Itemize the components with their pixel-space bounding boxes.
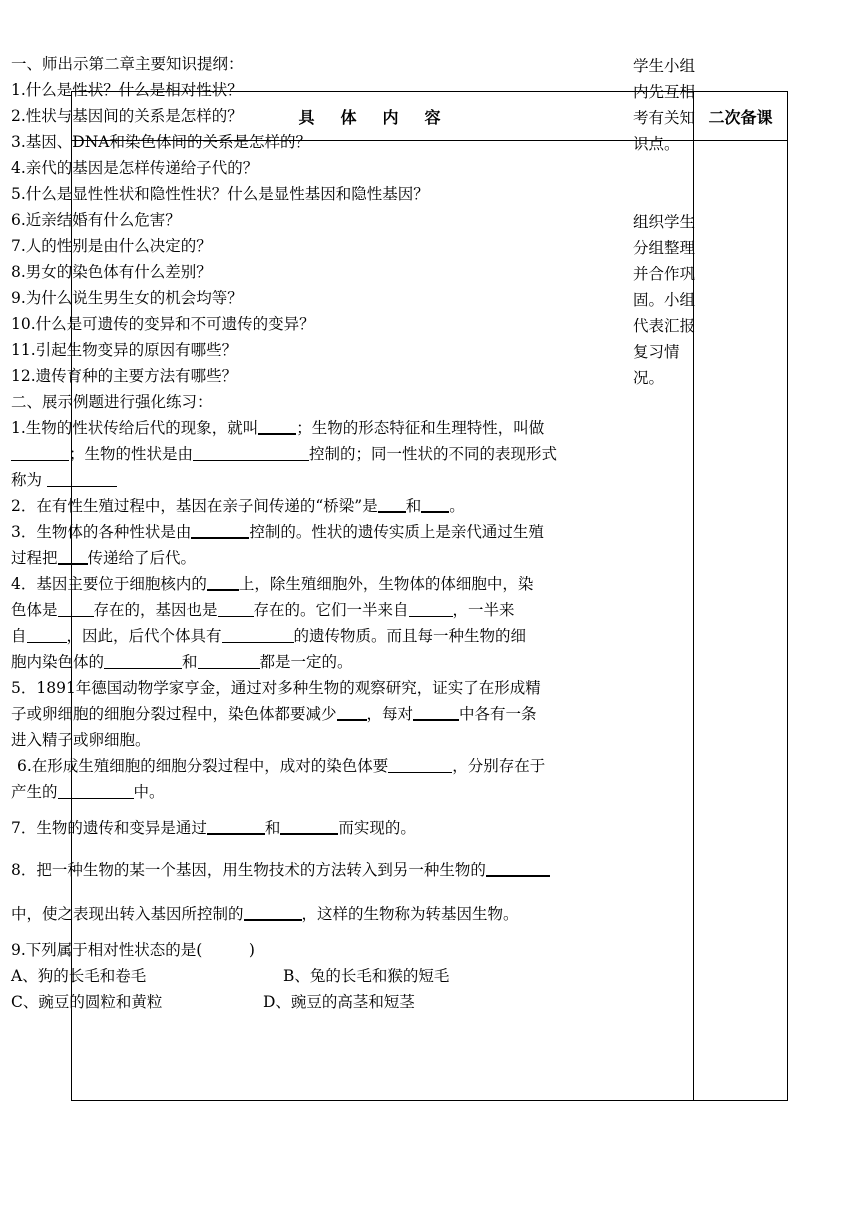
- answer-blank[interactable]: [47, 470, 117, 487]
- practice-intro: 二、展示例题进行强化练习：: [11, 393, 213, 411]
- exercise-text: 和: [182, 653, 198, 671]
- exercise-text: ，因此，后代个体具有: [66, 627, 222, 645]
- note-spacer: [633, 157, 711, 209]
- answer-blank[interactable]: [486, 859, 550, 877]
- exercise-text: 2．在有性生殖过程中，基因在亲子间传递的“桥梁”是: [11, 497, 378, 515]
- content-cell: [11, 51, 614, 1015]
- answer-blank[interactable]: [207, 817, 265, 835]
- outline-q5: 5.什么是显性性状和隐性性状？什么是显性基因和隐性基因？: [11, 185, 429, 203]
- exercise-text: 3．生物体的各种性状是由: [11, 523, 192, 541]
- answer-blank[interactable]: [337, 703, 367, 721]
- note-line: 组织学生: [633, 213, 696, 231]
- notes-cell: [633, 53, 711, 391]
- exercise-text: 和: [405, 497, 422, 515]
- exercise-text: ；生物的性状是由: [69, 445, 194, 463]
- exercise-text: 控制的；同一性状的不同的表现形式: [309, 445, 558, 463]
- answer-blank[interactable]: [58, 782, 134, 799]
- note-line: 识点。: [633, 135, 680, 153]
- answer-blank[interactable]: [378, 495, 406, 513]
- note-line: 学生小组: [633, 57, 696, 75]
- exercise-text: 。: [449, 497, 465, 515]
- note-line: 并合作巩: [633, 265, 696, 283]
- outline-q9: 9.为什么说生男生女的机会均等？: [11, 289, 243, 307]
- exercise-5-line-1: 5．1891年德国动物学家亨金，通过对多种生物的观察研究，证实了在形成精: [11, 679, 541, 697]
- exercise-text: 的遗传物质。而且每一种生物的细: [293, 627, 527, 645]
- exercise-7: [11, 815, 614, 841]
- answer-blank[interactable]: [413, 703, 459, 721]
- exercise-text: 上，除生殖细胞外，生物体的体细胞中，染: [238, 575, 534, 593]
- exercise-text: 色体是: [11, 601, 58, 619]
- answer-blank[interactable]: [207, 573, 239, 591]
- answer-blank[interactable]: [104, 652, 182, 669]
- note-line: 代表汇报: [633, 317, 696, 335]
- exercise-text: 自: [11, 627, 27, 645]
- exercise-9-stem: 9.下列属于相对性状态的是( ): [11, 941, 255, 959]
- exercise-text: 而实现的。: [338, 819, 416, 837]
- exercise-text: 4．基因主要位于细胞核内的: [11, 575, 207, 593]
- exercise-1-line-2: [11, 441, 614, 467]
- option-b[interactable]: B、兔的长毛和猴的短毛: [283, 967, 450, 985]
- outline-q6: 6.近亲结婚有什么危害？: [11, 211, 181, 229]
- exercise-text: 1.生物的性状传给后代的现象，就叫: [11, 419, 259, 437]
- answer-blank[interactable]: [198, 652, 260, 669]
- outline-q4: 4.亲代的基因是怎样传递给子代的？: [11, 159, 259, 177]
- exercise-text: 存在的。它们一半来自: [253, 601, 409, 619]
- option-d[interactable]: D、豌豆的高茎和短茎: [263, 993, 415, 1011]
- exercise-text: ，一半来: [452, 601, 515, 619]
- note-line: 分组整理: [633, 239, 696, 257]
- exercise-6-line-1: [11, 753, 614, 779]
- answer-blank[interactable]: [58, 600, 94, 617]
- answer-blank[interactable]: [58, 547, 88, 565]
- answer-blank[interactable]: [258, 417, 296, 435]
- note-line: 考有关知: [633, 109, 696, 127]
- exercise-text: 控制的。性状的遗传实质上是亲代通过生殖: [249, 523, 544, 541]
- exercise-2: [11, 493, 614, 519]
- answer-blank[interactable]: [193, 444, 309, 461]
- answer-blank[interactable]: [244, 903, 302, 921]
- exercise-text: 和: [264, 819, 281, 837]
- outline-q7: 7.人的性别是由什么决定的？: [11, 237, 212, 255]
- note-line: 况。: [633, 369, 665, 387]
- exercise-4-line-2: [11, 597, 614, 623]
- exercise-6-line-2: [11, 779, 614, 805]
- note-line: 复习情: [633, 343, 680, 361]
- outline-q12: 12.遗传育种的主要方法有哪些？: [11, 367, 238, 385]
- answer-blank[interactable]: [409, 600, 453, 617]
- outline-q1: 1.什么是性状？什么是相对性状？: [11, 81, 243, 99]
- exercise-5-line-3: 进入精子或卵细胞。: [11, 731, 151, 749]
- exercise-3-line-2: [11, 545, 614, 571]
- content-header: 具体内容: [298, 107, 467, 127]
- notes-header: 二次备课: [708, 107, 773, 127]
- note-line: 固。小组: [633, 291, 696, 309]
- exercise-text: 产生的: [11, 783, 58, 801]
- exercise-8-line-1: [11, 857, 614, 883]
- outline-q11: 11.引起生物变异的原因有哪些？: [11, 341, 238, 359]
- option-a[interactable]: A、狗的长毛和卷毛: [11, 967, 147, 985]
- exercise-5-line-2: [11, 701, 614, 727]
- exercise-9-options-ab: [11, 963, 614, 989]
- answer-blank[interactable]: [11, 444, 69, 461]
- exercise-text: ，每对: [366, 705, 414, 723]
- exercise-1-line-1: [11, 415, 614, 441]
- exercise-4-line-1: [11, 571, 614, 597]
- note-line: 内先互相: [633, 83, 696, 101]
- exercise-text: 6.在形成生殖细胞的细胞分裂过程中，成对的染色体要: [17, 757, 389, 775]
- outline-q8: 8.男女的染色体有什么差别？: [11, 263, 212, 281]
- exercise-text: 子或卵细胞的细胞分裂过程中，染色体都要减少: [11, 705, 337, 723]
- exercise-text: 中。: [133, 783, 165, 801]
- exercise-8-line-2: [11, 901, 614, 927]
- exercise-text: 中，使之表现出转入基因所控制的: [11, 905, 244, 923]
- answer-blank[interactable]: [218, 600, 254, 617]
- answer-blank[interactable]: [27, 626, 67, 643]
- exercise-3-line-1: [11, 519, 614, 545]
- exercise-text: 胞内染色体的: [11, 653, 105, 671]
- answer-blank[interactable]: [388, 756, 452, 773]
- exercise-text: 都是一定的。: [259, 653, 353, 671]
- exercise-text: ，分别存在于: [452, 757, 546, 775]
- outline-intro: 一、师出示第二章主要知识提纲：: [11, 55, 244, 73]
- exercise-1-line-3: [11, 467, 614, 493]
- outline-q3: 3.基因、DNA和染色体间的关系是怎样的？: [11, 133, 311, 151]
- answer-blank[interactable]: [222, 626, 294, 643]
- exercise-4-line-3: [11, 623, 614, 649]
- option-c[interactable]: C、豌豆的圆粒和黄粒: [11, 993, 163, 1011]
- outline-q2: 2.性状与基因间的关系是怎样的？: [11, 107, 243, 125]
- exercise-text: ，这样的生物称为转基因生物。: [301, 905, 519, 923]
- exercise-text: 7．生物的遗传和变异是通过: [11, 819, 207, 837]
- exercise-text: 传递给了后代。: [87, 549, 197, 567]
- answer-blank[interactable]: [191, 521, 249, 539]
- exercise-text: 存在的，基因也是: [93, 601, 218, 619]
- outline-q10: 10.什么是可遗传的变异和不可遗传的变异？: [11, 315, 315, 333]
- exercise-4-line-4: [11, 649, 614, 675]
- exercise-text: 中各有一条: [459, 705, 537, 723]
- exercise-text: 过程把: [11, 549, 58, 567]
- exercise-text: 称为: [11, 471, 43, 489]
- exercise-9-options-cd: [11, 989, 614, 1015]
- exercise-text: ；生物的形态特征和生理特性，叫做: [296, 419, 545, 437]
- answer-blank[interactable]: [280, 817, 338, 835]
- exercise-text: 8．把一种生物的某一个基因，用生物技术的方法转入到另一种生物的: [11, 861, 486, 879]
- answer-blank[interactable]: [421, 495, 449, 513]
